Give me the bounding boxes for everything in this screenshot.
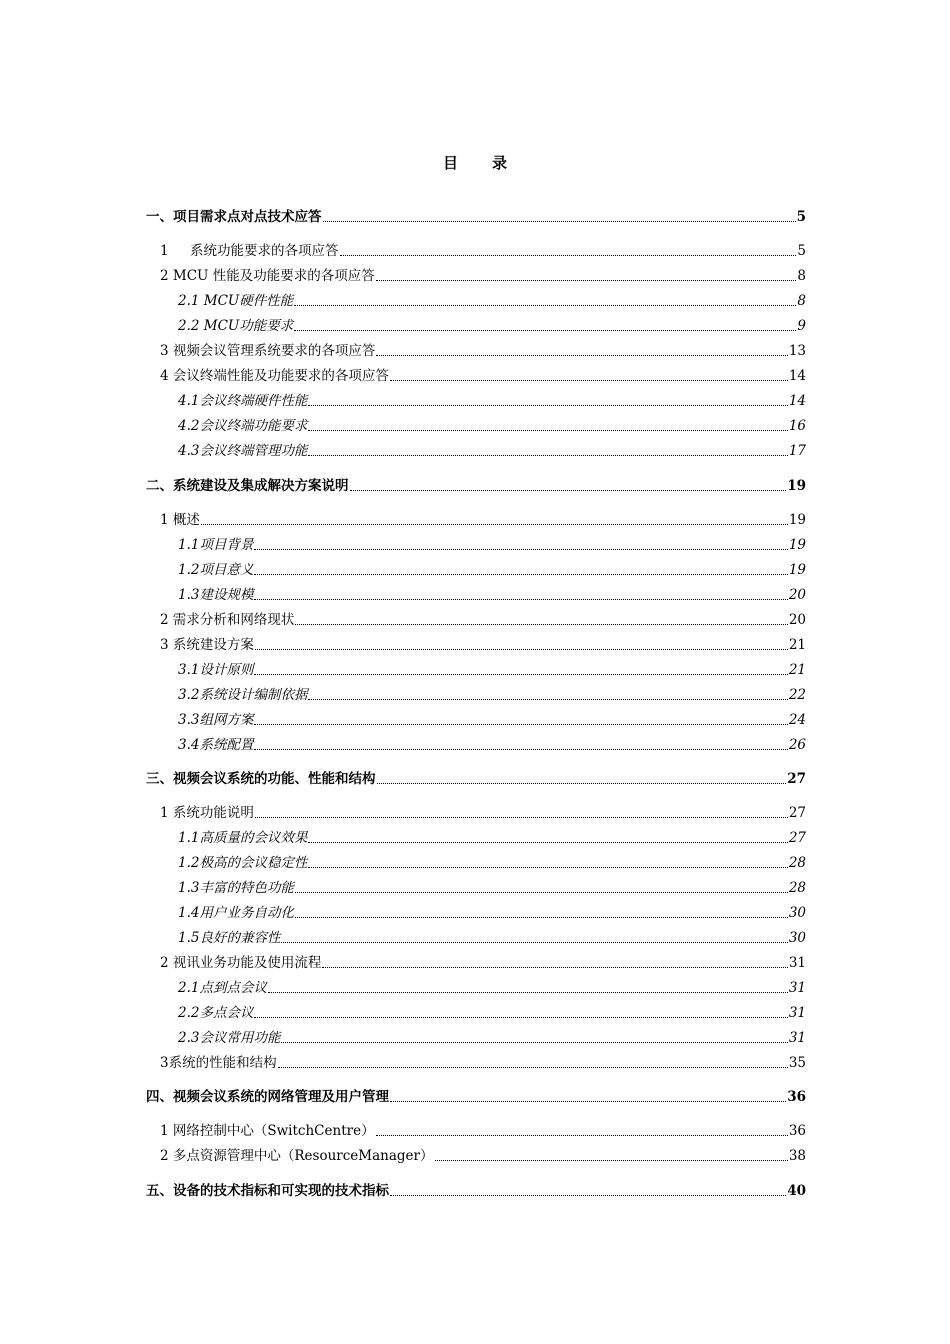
toc-leader-dots: [295, 624, 787, 625]
toc-leader-dots: [295, 892, 788, 893]
toc-leader-dots: [254, 1017, 787, 1018]
toc-entry-page: 38: [788, 1148, 806, 1164]
toc-entry-text: 二、系统建设及集成解决方案说明: [146, 478, 349, 494]
toc-leader-dots: [294, 330, 796, 331]
toc-entry-page: 17: [788, 443, 806, 459]
toc-leader-dots: [390, 380, 788, 381]
toc-entry[interactable]: [146, 852, 806, 872]
toc-entry-text: 3系统的性能和结构: [160, 1055, 277, 1071]
toc-entry-page: 30: [788, 905, 806, 921]
toc-entry-page: 21: [788, 637, 806, 653]
toc-leader-dots: [255, 817, 788, 818]
toc-entry-page: 27: [787, 771, 806, 787]
toc-entry-page: 13: [788, 343, 806, 359]
toc-entry-text: 1.3建设规模: [178, 587, 254, 603]
toc-entry[interactable]: [146, 534, 806, 554]
toc-entry-text: 1.2项目意义: [178, 562, 254, 578]
toc-entry-page: 8: [797, 268, 806, 284]
toc-entry[interactable]: [146, 709, 806, 729]
toc-entry-page: 19: [787, 478, 806, 494]
toc-leader-dots: [377, 783, 787, 784]
toc-leader-dots: [390, 1101, 786, 1102]
toc-leader-dots: [295, 917, 788, 918]
toc-entry[interactable]: [146, 927, 806, 947]
toc-entry-text: 3.4系统配置: [178, 737, 254, 753]
toc-entry-text: 4.1会议终端硬件性能: [178, 393, 308, 409]
toc-entry-page: 22: [788, 687, 806, 703]
toc-entry-text: 三、视频会议系统的功能、性能和结构: [146, 771, 376, 787]
toc-leader-dots: [254, 724, 787, 725]
toc-entry[interactable]: [146, 802, 806, 822]
toc-entry-page: 36: [788, 1123, 806, 1139]
toc-entry[interactable]: [146, 1027, 806, 1047]
toc-leader-dots: [376, 355, 787, 356]
toc-entry[interactable]: [146, 206, 806, 226]
toc-entry-page: 26: [788, 737, 806, 753]
toc-entry-text: 3.3组网方案: [178, 712, 254, 728]
toc-leader-dots: [322, 967, 787, 968]
toc-entry-text: 3.2系统设计编制依据: [178, 687, 308, 703]
toc-leader-dots: [308, 842, 787, 843]
toc-leader-dots: [308, 455, 787, 456]
toc-entry-text: 2 多点资源管理中心（ResourceManager）: [160, 1148, 434, 1164]
toc-leader-dots: [255, 649, 788, 650]
toc-entry[interactable]: [146, 659, 806, 679]
toc-entry-text: 1.1高质量的会议效果: [178, 830, 308, 846]
toc-entry-text: 一、项目需求点对点技术应答: [146, 209, 322, 225]
toc-entry[interactable]: [146, 768, 806, 788]
toc-entry-page: 19: [788, 512, 806, 528]
toc-entry-text: 1.4用户业务自动化: [178, 905, 294, 921]
toc-entry-text: 1.5良好的兼容性: [178, 930, 281, 946]
toc-leader-dots: [323, 221, 796, 222]
toc-entry-text: 1.1项目背景: [178, 537, 254, 553]
toc-entry-page: 31: [788, 955, 806, 971]
toc-entry-text: 2 MCU 性能及功能要求的各项应答: [160, 268, 375, 284]
toc-leader-dots: [254, 574, 787, 575]
toc-leader-dots: [350, 490, 787, 491]
toc-entry[interactable]: [146, 1120, 806, 1140]
toc-leader-dots: [254, 549, 787, 550]
toc-entry[interactable]: [146, 315, 806, 335]
toc-leader-dots: [254, 749, 787, 750]
toc-entry-page: 5: [796, 209, 806, 225]
toc-leader-dots: [308, 867, 787, 868]
toc-entry-page: 24: [788, 712, 806, 728]
toc-entry[interactable]: [146, 1002, 806, 1022]
toc-entry-page: 16: [788, 418, 806, 434]
toc-entry-page: 19: [788, 537, 806, 553]
toc-entry-page: 31: [788, 980, 806, 996]
toc-entry-page: 9: [797, 318, 806, 334]
toc-leader-dots: [201, 524, 788, 525]
toc-entry-text: 1.2极高的会议稳定性: [178, 855, 308, 871]
toc-leader-dots: [268, 992, 788, 993]
toc-entry-page: 28: [788, 880, 806, 896]
toc-entry-text: 五、设备的技术指标和可实现的技术指标: [146, 1183, 389, 1199]
toc-entry[interactable]: [146, 1086, 806, 1106]
toc-entry-page: 8: [797, 293, 806, 309]
toc-entry-text: 4.3会议终端管理功能: [178, 443, 308, 459]
toc-title: [0, 152, 950, 173]
toc-entry-text: 2.3会议常用功能: [178, 1030, 281, 1046]
toc-entry-text: 2.2 MCU功能要求: [178, 318, 294, 334]
toc-entry[interactable]: [146, 240, 806, 260]
toc-entry[interactable]: [146, 609, 806, 629]
toc-entry-page: 35: [788, 1055, 806, 1071]
toc-entry-page: 27: [788, 805, 806, 821]
toc-entry[interactable]: [146, 390, 806, 410]
toc-entry-text: 4 会议终端性能及功能要求的各项应答: [160, 368, 389, 384]
toc-title-char-2: 录: [492, 154, 508, 172]
toc-entry-page: 36: [787, 1089, 806, 1105]
toc-entry-text: 3.1设计原则: [178, 662, 254, 678]
toc-entry[interactable]: [146, 415, 806, 435]
toc-entry-text: 1 系统功能说明: [160, 805, 254, 821]
toc-entry-text: 2.1点到点会议: [178, 980, 267, 996]
toc-entry[interactable]: [146, 827, 806, 847]
toc-title-char-1: 目: [442, 154, 458, 172]
toc-entry-page: 5: [797, 243, 806, 259]
toc-entry-page: 31: [788, 1030, 806, 1046]
toc-entry-page: 28: [788, 855, 806, 871]
toc-entry[interactable]: [146, 365, 806, 385]
toc-entry[interactable]: [146, 952, 806, 972]
toc-leader-dots: [278, 1067, 788, 1068]
toc-entry-page: 27: [788, 830, 806, 846]
toc-leader-dots: [435, 1160, 788, 1161]
toc-leader-dots: [254, 674, 787, 675]
toc-entry[interactable]: [146, 902, 806, 922]
toc-entry-text: 1 概述: [160, 512, 200, 528]
toc-entry[interactable]: [146, 634, 806, 654]
toc-entry-text: 4.2会议终端功能要求: [178, 418, 308, 434]
toc-entry[interactable]: [146, 1145, 806, 1165]
toc-entry-page: 21: [788, 662, 806, 678]
toc-leader-dots: [376, 280, 797, 281]
toc-entry[interactable]: [146, 265, 806, 285]
toc-entry-text: 2 视讯业务功能及使用流程: [160, 955, 322, 971]
toc-leader-dots: [254, 599, 787, 600]
toc-entry[interactable]: [146, 559, 806, 579]
toc-entry-text: 3 系统建设方案: [160, 637, 254, 653]
toc-entry-page: 40: [787, 1183, 806, 1199]
toc-entry-page: 20: [788, 587, 806, 603]
toc-entry[interactable]: [146, 290, 806, 310]
toc-leader-dots: [390, 1195, 786, 1196]
toc-entry[interactable]: [146, 584, 806, 604]
toc-entry-page: 14: [788, 368, 806, 384]
toc-entry-text: 2 需求分析和网络现状: [160, 612, 295, 628]
toc-entry[interactable]: [146, 684, 806, 704]
toc-entry-text: 2.2多点会议: [178, 1005, 254, 1021]
toc-entry-page: 31: [788, 1005, 806, 1021]
toc-entry-text: 1 系统功能要求的各项应答: [160, 243, 339, 259]
toc-entry[interactable]: [146, 475, 806, 495]
toc-entry-page: 30: [788, 930, 806, 946]
toc-entry-page: 20: [788, 612, 806, 628]
toc-entry-text: 四、视频会议系统的网络管理及用户管理: [146, 1089, 389, 1105]
toc-leader-dots: [281, 942, 787, 943]
toc-entry-text: 3 视频会议管理系统要求的各项应答: [160, 343, 376, 359]
toc-leader-dots: [281, 1042, 787, 1043]
toc-entry-page: 14: [788, 393, 806, 409]
toc-leader-dots: [308, 430, 787, 431]
toc-entry[interactable]: [146, 440, 806, 460]
toc-entry[interactable]: [146, 977, 806, 997]
toc-entry[interactable]: [146, 734, 806, 754]
toc-leader-dots: [308, 699, 787, 700]
toc-entry-page: 19: [788, 562, 806, 578]
toc-leader-dots: [308, 405, 787, 406]
toc-entry[interactable]: [146, 340, 806, 360]
toc-leader-dots: [294, 305, 796, 306]
toc-entry-text: 1.3丰富的特色功能: [178, 880, 294, 896]
toc-entry[interactable]: [146, 509, 806, 529]
toc-entry[interactable]: [146, 877, 806, 897]
toc-entry-text: 1 网络控制中心（SwitchCentre）: [160, 1123, 375, 1139]
toc-leader-dots: [340, 255, 797, 256]
toc-entry-text: 2.1 MCU硬件性能: [178, 293, 294, 309]
toc-leader-dots: [376, 1135, 788, 1136]
toc-entry[interactable]: [146, 1180, 806, 1200]
toc-entry[interactable]: [146, 1052, 806, 1072]
